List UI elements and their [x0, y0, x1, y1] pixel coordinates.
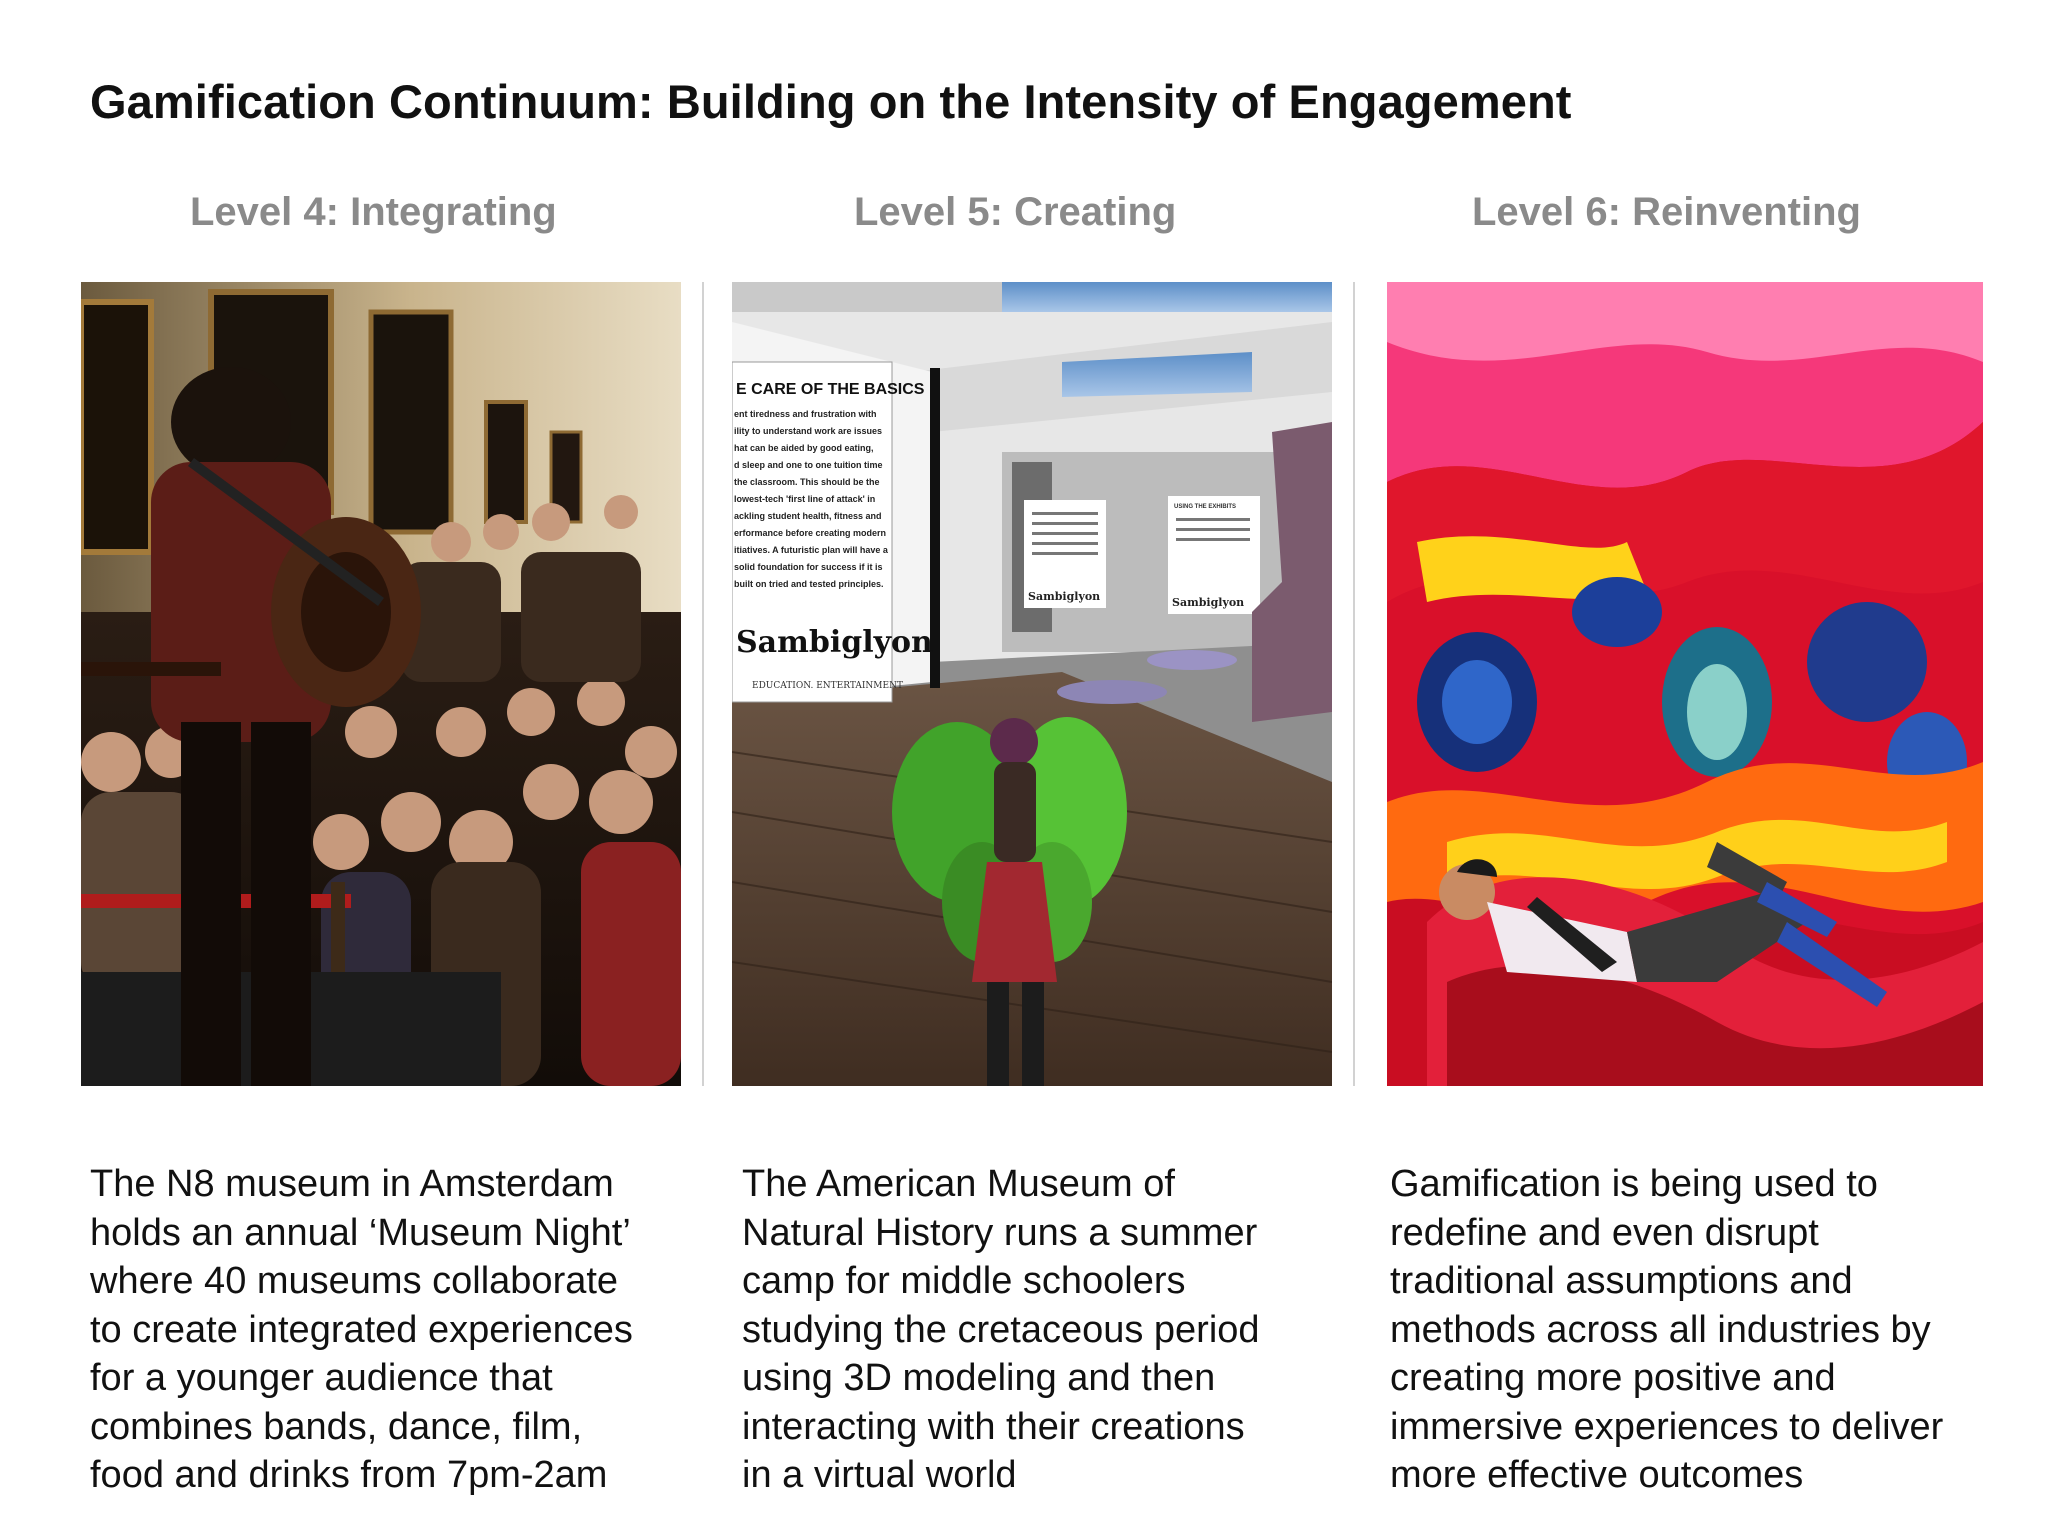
column-heading-level-4: Level 4: Integrating	[190, 190, 557, 234]
poster-text-line: d sleep and one to one tuition time	[734, 460, 883, 470]
poster-text-line: hat can be aided by good eating,	[734, 443, 874, 453]
small-poster-brand: Sambiglyon	[1172, 596, 1245, 609]
poster-text-line: ent tiredness and frustration with	[734, 409, 877, 419]
poster-tagline: EDUCATION. ENTERTAINMENT	[752, 681, 903, 691]
body-line: combines bands, dance, film,	[90, 1405, 583, 1448]
body-line: in a virtual world	[742, 1454, 1017, 1496]
body-line: Gamification is being used to	[1390, 1163, 1878, 1205]
body-line: using 3D modeling and then	[742, 1357, 1216, 1399]
psychedelic-lounge-illustration	[1387, 282, 1983, 1086]
column-divider-2	[1353, 282, 1355, 1086]
slide-title: Gamification Continuum: Building on the Intensity of Engagement	[90, 75, 1572, 128]
poster-text-line: solid foundation for success if it is	[734, 562, 883, 572]
column-body-level-5	[742, 1160, 1342, 1500]
column-heading-level-6: Level 6: Reinventing	[1472, 190, 1861, 234]
column-body-level-6	[1390, 1160, 2020, 1500]
column-divider-1	[702, 282, 704, 1086]
virtual-world-illustration	[732, 282, 1332, 1086]
poster-brand: Sambiglyon	[736, 625, 933, 660]
poster-text-line: lowest-tech 'first line of attack' in	[734, 494, 876, 504]
photo-psychedelic-lounge	[1387, 282, 1983, 1086]
photo-virtual-world	[732, 282, 1332, 1086]
poster-heading: E CARE OF THE BASICS	[736, 381, 925, 398]
body-line: Natural History runs a summer	[742, 1211, 1258, 1254]
column-body-level-4	[90, 1160, 690, 1500]
column-heading-level-5: Level 5: Creating	[854, 190, 1177, 234]
poster-text-line: erformance before creating modern	[734, 528, 887, 538]
body-line: studying the cretaceous period	[742, 1308, 1260, 1351]
body-line: for a younger audience that	[90, 1357, 553, 1399]
body-line: more effective outcomes	[1390, 1454, 1804, 1496]
poster-text-line: ility to understand work are issues	[734, 426, 883, 436]
body-line: food and drinks from 7pm-2am	[90, 1454, 608, 1496]
body-line: immersive experiences to deliver	[1390, 1405, 1944, 1448]
body-line: The American Museum of	[742, 1163, 1175, 1205]
poster-text-line: built on tried and tested principles.	[734, 579, 884, 589]
body-line: creating more positive and	[1390, 1357, 1836, 1399]
body-line: methods across all industries by	[1390, 1308, 1931, 1351]
poster-text-line: itiatives. A futuristic plan will have a	[734, 545, 888, 555]
body-line: redefine and even disrupt	[1390, 1211, 1819, 1254]
body-line: interacting with their creations	[742, 1405, 1245, 1448]
body-line: holds an annual ‘Museum Night’	[90, 1211, 631, 1254]
poster-text-line: the classroom. This should be the	[734, 477, 880, 487]
body-line: camp for middle schoolers	[742, 1260, 1186, 1302]
poster-text-line: ackling student health, fitness and	[734, 511, 882, 521]
photo-museum-night	[81, 282, 681, 1086]
body-line: traditional assumptions and	[1390, 1260, 1853, 1302]
body-line: to create integrated experiences	[90, 1308, 633, 1351]
body-line: The N8 museum in Amsterdam	[90, 1163, 614, 1205]
small-poster-heading: USING THE EXHIBITS	[1174, 504, 1237, 510]
body-line: where 40 museums collaborate	[90, 1260, 619, 1302]
small-poster-brand: Sambiglyon	[1028, 590, 1101, 603]
museum-night-illustration	[81, 282, 681, 1086]
